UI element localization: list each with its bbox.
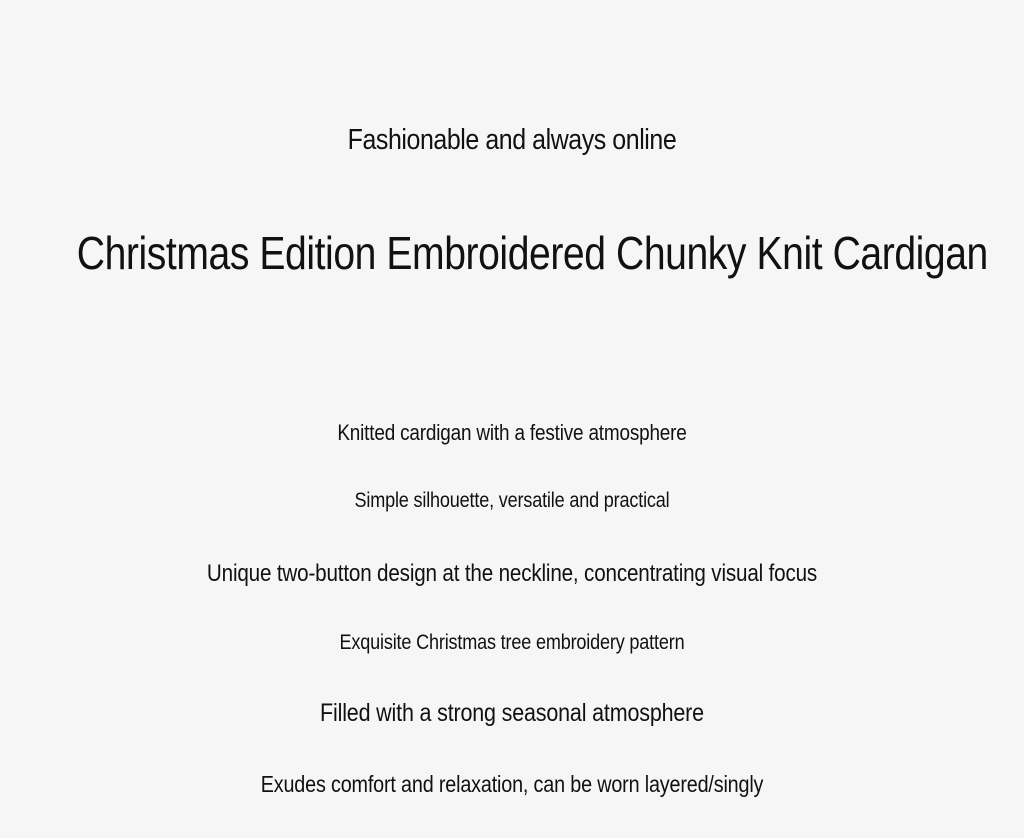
feature-line: Unique two-button design at the neckline, concentrating visual focus bbox=[206, 560, 818, 587]
product-title: Christmas Edition Embroidered Chunky Knit Cardigan bbox=[76, 227, 988, 279]
feature-line: Exudes comfort and relaxation, can be worn layered/singly bbox=[260, 771, 764, 797]
feature-line: Knitted cardigan with a festive atmosphere bbox=[337, 420, 687, 445]
feature-line: Simple silhouette, versatile and practical bbox=[354, 489, 670, 512]
tagline: Fashionable and always online bbox=[347, 124, 677, 156]
feature-line: Exquisite Christmas tree embroidery pattern bbox=[339, 631, 685, 654]
feature-line: Filled with a strong seasonal atmosphere bbox=[320, 699, 704, 727]
